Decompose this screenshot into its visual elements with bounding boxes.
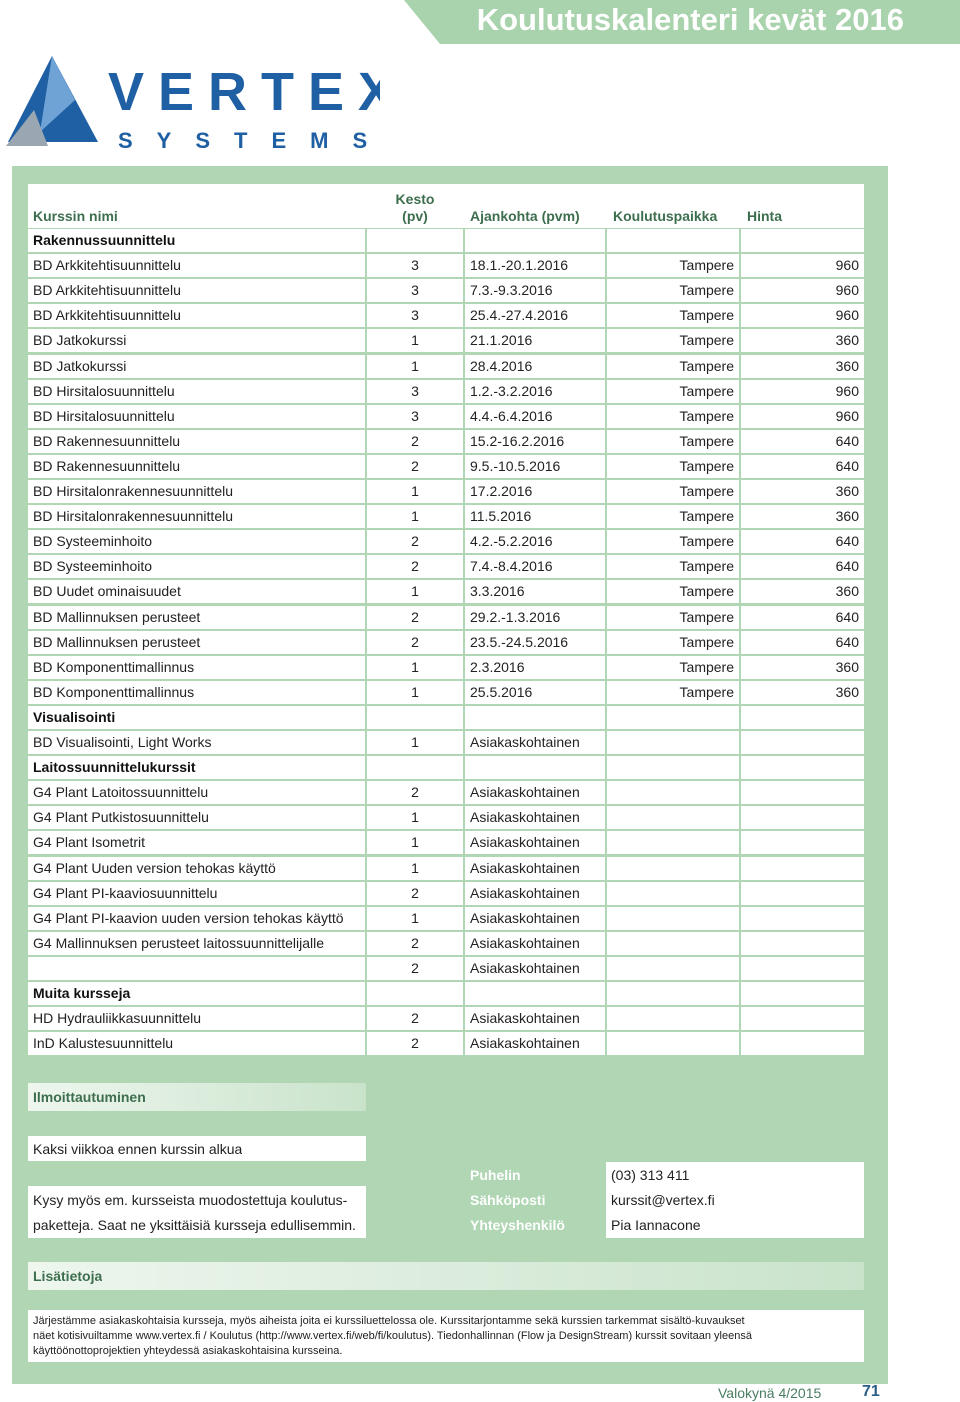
table-cell-place: Tampere <box>607 681 739 704</box>
table-cell-date: 3.3.2016 <box>465 580 605 603</box>
table-cell-place <box>607 857 739 880</box>
table-cell-date: 2.3.2016 <box>465 656 605 679</box>
info-line2: näet kotisivuiltamme www.vertex.fi / Koulutus (http://www.vertex.fi/web/fi/koulutus). Tiedonhallinnan (Flow ja DesignStream) kurssit sovitaan yleensä <box>33 1330 752 1342</box>
table-cell-name <box>28 957 365 980</box>
info-heading: Lisätietoja <box>33 1268 103 1284</box>
table-cell-place <box>607 706 739 729</box>
table-cell-date <box>465 706 605 729</box>
table-cell-name: BD Mallinnuksen perusteet <box>28 606 365 629</box>
table-cell-date: 29.2.-1.3.2016 <box>465 606 605 629</box>
table-cell-price <box>741 781 864 804</box>
table-cell-date: 18.1.-20.1.2016 <box>465 254 605 277</box>
table-cell-name: BD Rakennesuunnittelu <box>28 455 365 478</box>
table-cell-name: HD Hydrauliikkasuunnittelu <box>28 1007 365 1030</box>
table-cell-name: BD Mallinnuksen perusteet <box>28 631 365 654</box>
table-cell-name: InD Kalustesuunnittelu <box>28 1032 365 1055</box>
table-cell-name: G4 Plant PI-kaaviosuunnittelu <box>28 882 365 905</box>
table-cell-date: 23.5.-24.5.2016 <box>465 631 605 654</box>
table-cell-name: Laitossuunnittelukurssit <box>28 756 365 779</box>
table-cell-place <box>607 882 739 905</box>
table-cell-place: Tampere <box>607 505 739 528</box>
table-cell-name: BD Arkkitehtisuunnittelu <box>28 279 365 302</box>
table-cell-place <box>607 907 739 930</box>
table-cell-days: 2 <box>367 606 463 629</box>
table-cell-days: 1 <box>367 731 463 754</box>
table-cell-name: G4 Plant Putkistosuunnittelu <box>28 806 365 829</box>
table-cell-price: 360 <box>741 580 864 603</box>
table-cell-price: 360 <box>741 681 864 704</box>
table-cell-date: 25.4.-27.4.2016 <box>465 304 605 327</box>
table-cell-price: 640 <box>741 631 864 654</box>
table-cell-date: Asiakaskohtainen <box>465 857 605 880</box>
table-cell-date: 21.1.2016 <box>465 329 605 352</box>
table-cell-date <box>465 229 605 252</box>
table-cell-place <box>607 932 739 955</box>
table-cell-price: 360 <box>741 480 864 503</box>
table-cell-place <box>607 756 739 779</box>
table-cell-place <box>607 229 739 252</box>
table-cell-date: 4.2.-5.2.2016 <box>465 530 605 553</box>
registration-line1: Kaksi viikkoa ennen kurssin alkua <box>33 1141 243 1157</box>
table-cell-days: 3 <box>367 405 463 428</box>
table-cell-date: Asiakaskohtainen <box>465 731 605 754</box>
table-cell-price <box>741 882 864 905</box>
registration-line3: paketteja. Saat ne yksittäisiä kursseja edullisemmin. <box>33 1217 356 1233</box>
registration-line2: Kysy myös em. kursseista muodostettuja koulutus- <box>33 1192 348 1208</box>
table-cell-place <box>607 982 739 1005</box>
table-cell-place: Tampere <box>607 405 739 428</box>
table-cell-price: 360 <box>741 656 864 679</box>
table-cell-date: Asiakaskohtainen <box>465 1032 605 1055</box>
table-cell-price: 640 <box>741 530 864 553</box>
table-cell-name: BD Hirsitalosuunnittelu <box>28 405 365 428</box>
table-cell-place: Tampere <box>607 480 739 503</box>
table-cell-date: 9.5.-10.5.2016 <box>465 455 605 478</box>
table-cell-price <box>741 907 864 930</box>
table-cell-days: 3 <box>367 304 463 327</box>
table-cell-price: 360 <box>741 505 864 528</box>
table-cell-place: Tampere <box>607 656 739 679</box>
table-cell-days <box>367 706 463 729</box>
table-cell-days: 1 <box>367 505 463 528</box>
table-cell-place: Tampere <box>607 580 739 603</box>
table-cell-price: 360 <box>741 329 864 352</box>
table-cell-date: Asiakaskohtainen <box>465 806 605 829</box>
table-cell-date: 7.4.-8.4.2016 <box>465 555 605 578</box>
table-cell-days <box>367 982 463 1005</box>
table-cell-price: 360 <box>741 355 864 378</box>
table-cell-price: 960 <box>741 380 864 403</box>
table-cell-name: BD Hirsitalonrakennesuunnittelu <box>28 480 365 503</box>
table-cell-date: 11.5.2016 <box>465 505 605 528</box>
logo-word: VERTEX <box>108 62 380 122</box>
table-cell-days: 2 <box>367 932 463 955</box>
header-price: Hinta <box>747 208 782 224</box>
table-cell-price: 960 <box>741 254 864 277</box>
table-cell-name: BD Jatkokurssi <box>28 329 365 352</box>
table-cell-price <box>741 1032 864 1055</box>
info-line3: käyttöönottoprojektien yhteydessä asiakaskohtaisina kursseina. <box>33 1345 343 1357</box>
table-cell-days: 3 <box>367 254 463 277</box>
vertex-logo <box>0 50 380 160</box>
table-cell-name: G4 Mallinnuksen perusteet laitossuunnittelijalle <box>28 932 365 955</box>
table-cell-place: Tampere <box>607 329 739 352</box>
info-heading-bg <box>28 1262 864 1290</box>
table-cell-date: 7.3.-9.3.2016 <box>465 279 605 302</box>
table-cell-place: Tampere <box>607 430 739 453</box>
table-cell-days: 2 <box>367 1032 463 1055</box>
table-cell-price: 640 <box>741 455 864 478</box>
table-cell-days: 2 <box>367 1007 463 1030</box>
table-cell-place <box>607 957 739 980</box>
table-cell-date: Asiakaskohtainen <box>465 957 605 980</box>
table-cell-date: Asiakaskohtainen <box>465 1007 605 1030</box>
table-cell-days: 1 <box>367 480 463 503</box>
table-cell-days: 1 <box>367 907 463 930</box>
table-cell-days: 2 <box>367 957 463 980</box>
table-cell-days: 1 <box>367 580 463 603</box>
table-cell-price: 640 <box>741 555 864 578</box>
table-cell-days: 2 <box>367 882 463 905</box>
table-cell-name: BD Arkkitehtisuunnittelu <box>28 254 365 277</box>
table-cell-name: BD Hirsitalosuunnittelu <box>28 380 365 403</box>
table-cell-name: BD Rakennesuunnittelu <box>28 430 365 453</box>
table-cell-date: Asiakaskohtainen <box>465 907 605 930</box>
table-cell-place: Tampere <box>607 304 739 327</box>
logo-sub: SYSTEMS <box>118 128 380 153</box>
email-label: Sähköposti <box>470 1192 546 1208</box>
table-cell-price <box>741 982 864 1005</box>
table-cell-days: 2 <box>367 781 463 804</box>
table-cell-days: 1 <box>367 831 463 854</box>
registration-heading: Ilmoittautuminen <box>33 1089 146 1105</box>
table-cell-date: 25.5.2016 <box>465 681 605 704</box>
table-cell-place <box>607 1032 739 1055</box>
phone-label: Puhelin <box>470 1167 521 1183</box>
table-cell-name: G4 Plant PI-kaavion uuden version tehokas käyttö <box>28 907 365 930</box>
table-cell-place <box>607 1007 739 1030</box>
table-cell-days: 1 <box>367 656 463 679</box>
header-duration-1: Kesto <box>395 191 435 207</box>
table-cell-name: Rakennussuunnittelu <box>28 229 365 252</box>
table-cell-place <box>607 731 739 754</box>
table-cell-days: 1 <box>367 857 463 880</box>
table-cell-date: 4.4.-6.4.2016 <box>465 405 605 428</box>
table-cell-days <box>367 756 463 779</box>
table-cell-days: 3 <box>367 279 463 302</box>
page-number: 71 <box>862 1383 880 1400</box>
table-cell-name: BD Systeeminhoito <box>28 530 365 553</box>
table-cell-days: 1 <box>367 329 463 352</box>
table-cell-name: G4 Plant Uuden version tehokas käyttö <box>28 857 365 880</box>
table-cell-name: BD Komponenttimallinnus <box>28 681 365 704</box>
table-cell-days: 1 <box>367 806 463 829</box>
table-cell-place <box>607 831 739 854</box>
phone-value: (03) 313 411 <box>611 1167 690 1183</box>
table-cell-name: Muita kursseja <box>28 982 365 1005</box>
table-cell-date: 15.2-16.2.2016 <box>465 430 605 453</box>
table-cell-place: Tampere <box>607 455 739 478</box>
info-text <box>33 1314 752 1359</box>
header-date: Ajankohta (pvm) <box>470 208 580 224</box>
table-cell-days: 2 <box>367 430 463 453</box>
table-cell-name: BD Visualisointi, Light Works <box>28 731 365 754</box>
table-cell-name: G4 Plant Latoitossuunnittelu <box>28 781 365 804</box>
header-duration-2: (pv) <box>402 208 428 224</box>
header-name: Kurssin nimi <box>33 208 118 224</box>
table-cell-place: Tampere <box>607 555 739 578</box>
table-cell-place <box>607 781 739 804</box>
table-cell-place: Tampere <box>607 355 739 378</box>
header-place: Koulutuspaikka <box>613 208 718 224</box>
table-cell-price <box>741 731 864 754</box>
table-cell-price: 960 <box>741 304 864 327</box>
table-cell-date: 17.2.2016 <box>465 480 605 503</box>
table-cell-date: 28.4.2016 <box>465 355 605 378</box>
table-cell-date <box>465 982 605 1005</box>
table-cell-place: Tampere <box>607 380 739 403</box>
table-cell-price <box>741 229 864 252</box>
table-cell-price <box>741 957 864 980</box>
logo-triangle-icon <box>0 50 380 160</box>
contact-value: Pia Iannacone <box>611 1217 701 1233</box>
table-cell-days <box>367 229 463 252</box>
table-cell-price <box>741 806 864 829</box>
publication-name: Valokynä 4/2015 <box>718 1385 822 1401</box>
table-cell-days: 2 <box>367 631 463 654</box>
table-cell-name: Visualisointi <box>28 706 365 729</box>
table-cell-price: 960 <box>741 405 864 428</box>
table-cell-date: 1.2.-3.2.2016 <box>465 380 605 403</box>
table-cell-price <box>741 706 864 729</box>
table-cell-name: BD Uudet ominaisuudet <box>28 580 365 603</box>
table-cell-place: Tampere <box>607 631 739 654</box>
table-cell-place: Tampere <box>607 530 739 553</box>
table-cell-date <box>465 756 605 779</box>
table-cell-place: Tampere <box>607 279 739 302</box>
table-cell-name: G4 Plant Isometrit <box>28 831 365 854</box>
table-cell-date: Asiakaskohtainen <box>465 831 605 854</box>
table-cell-date: Asiakaskohtainen <box>465 932 605 955</box>
table-cell-price: 640 <box>741 606 864 629</box>
table-cell-days: 2 <box>367 555 463 578</box>
table-cell-name: BD Jatkokurssi <box>28 355 365 378</box>
contact-label: Yhteyshenkilö <box>470 1217 565 1233</box>
table-cell-days: 3 <box>367 380 463 403</box>
table-cell-place: Tampere <box>607 606 739 629</box>
table-cell-days: 2 <box>367 530 463 553</box>
table-cell-place: Tampere <box>607 254 739 277</box>
info-line1: Järjestämme asiakaskohtaisia kursseja, myös aiheista joita ei kurssiluettelossa ole. Kurssitarjontamme sekä kurssien tarkemmat sisältö-kuvaukset <box>33 1315 745 1327</box>
table-cell-place <box>607 806 739 829</box>
table-cell-price: 640 <box>741 430 864 453</box>
table-cell-date: Asiakaskohtainen <box>465 781 605 804</box>
table-cell-name: BD Hirsitalonrakennesuunnittelu <box>28 505 365 528</box>
table-cell-days: 2 <box>367 455 463 478</box>
table-cell-price: 960 <box>741 279 864 302</box>
page-title: Koulutuskalenteri kevät 2016 <box>476 2 904 37</box>
table-cell-name: BD Systeeminhoito <box>28 555 365 578</box>
table-cell-price <box>741 831 864 854</box>
table-cell-days: 1 <box>367 355 463 378</box>
table-cell-price <box>741 932 864 955</box>
table-cell-price <box>741 756 864 779</box>
table-cell-price <box>741 1007 864 1030</box>
table-cell-name: BD Komponenttimallinnus <box>28 656 365 679</box>
email-link[interactable]: kurssit@vertex.fi <box>611 1192 715 1208</box>
table-cell-name: BD Arkkitehtisuunnittelu <box>28 304 365 327</box>
table-cell-price <box>741 857 864 880</box>
table-cell-days: 1 <box>367 681 463 704</box>
table-cell-date: Asiakaskohtainen <box>465 882 605 905</box>
